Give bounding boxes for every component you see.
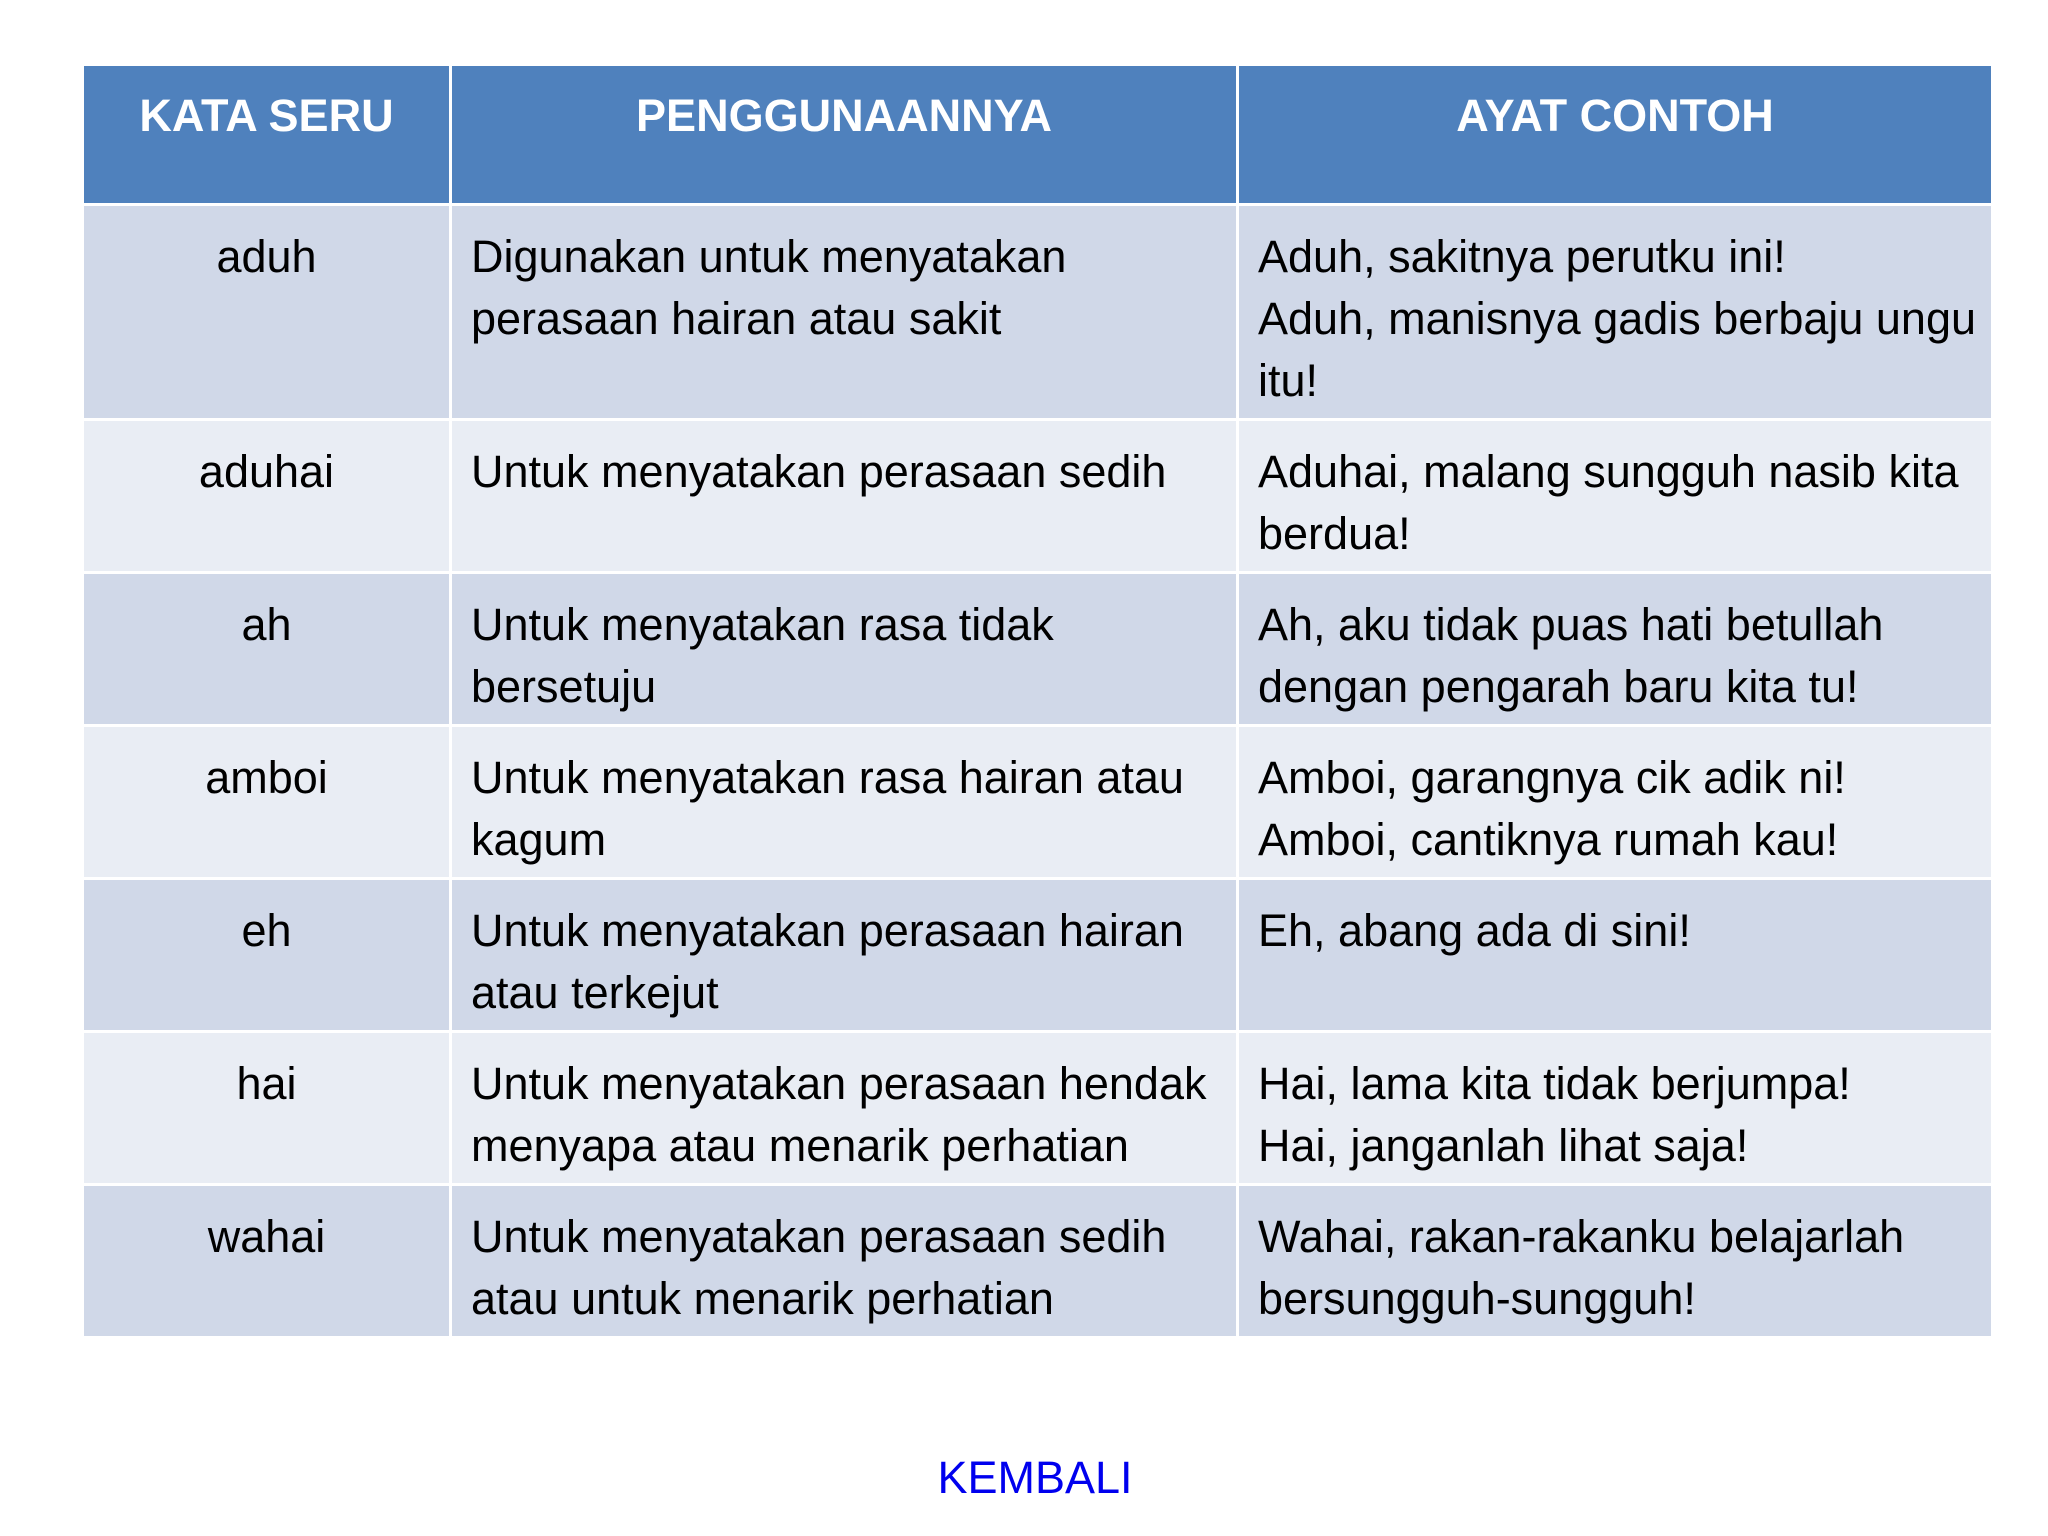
word-cell: eh bbox=[83, 879, 451, 1032]
usage-cell: Digunakan untuk menyatakan perasaan hairan atau sakit bbox=[451, 205, 1238, 420]
header-kata-seru: KATA SERU bbox=[83, 65, 451, 205]
example-cell bbox=[1238, 205, 1993, 420]
example-cell bbox=[1238, 1032, 1993, 1185]
interjection-table bbox=[81, 63, 1994, 1339]
header-ayat-contoh: AYAT CONTOH bbox=[1238, 65, 1993, 205]
table-row bbox=[83, 1032, 1993, 1185]
table-row bbox=[83, 205, 1993, 420]
example-line: Aduh, sakitnya perutku ini! bbox=[1258, 231, 1786, 282]
table-row bbox=[83, 573, 1993, 726]
word-cell: ah bbox=[83, 573, 451, 726]
example-line: Ah, aku tidak puas hati betullah dengan pengarah baru kita tu! bbox=[1258, 599, 1884, 712]
table-row bbox=[83, 879, 1993, 1032]
usage-cell: Untuk menyatakan perasaan sedih atau untuk menarik perhatian bbox=[451, 1185, 1238, 1338]
example-line: Hai, lama kita tidak berjumpa! bbox=[1258, 1058, 1851, 1109]
kembali-link[interactable]: KEMBALI bbox=[937, 1452, 1133, 1503]
example-line: Eh, abang ada di sini! bbox=[1258, 905, 1691, 956]
example-cell bbox=[1238, 1185, 1993, 1338]
word-cell: amboi bbox=[83, 726, 451, 879]
usage-cell: Untuk menyatakan rasa hairan atau kagum bbox=[451, 726, 1238, 879]
word-cell: hai bbox=[83, 1032, 451, 1185]
example-line: Hai, janganlah lihat saja! bbox=[1258, 1120, 1749, 1171]
example-line: Aduh, manisnya gadis berbaju ungu itu! bbox=[1258, 293, 1977, 406]
header-penggunaannya: PENGGUNAANNYA bbox=[451, 65, 1238, 205]
table-row bbox=[83, 420, 1993, 573]
example-cell bbox=[1238, 879, 1993, 1032]
usage-cell: Untuk menyatakan perasaan sedih bbox=[451, 420, 1238, 573]
table-row bbox=[83, 1185, 1993, 1338]
example-line: Amboi, garangnya cik adik ni! bbox=[1258, 752, 1846, 803]
example-line: Aduhai, malang sungguh nasib kita berdua! bbox=[1258, 446, 1959, 559]
usage-cell: Untuk menyatakan perasaan hendak menyapa atau menarik perhatian bbox=[451, 1032, 1238, 1185]
example-cell bbox=[1238, 573, 1993, 726]
table-row bbox=[83, 726, 1993, 879]
table-header-row bbox=[83, 65, 1993, 205]
word-cell: aduh bbox=[83, 205, 451, 420]
example-cell bbox=[1238, 726, 1993, 879]
example-line: Wahai, rakan-rakanku belajarlah bersungguh-sungguh! bbox=[1258, 1211, 1905, 1324]
usage-cell: Untuk menyatakan rasa tidak bersetuju bbox=[451, 573, 1238, 726]
usage-cell: Untuk menyatakan perasaan hairan atau terkejut bbox=[451, 879, 1238, 1032]
word-cell: wahai bbox=[83, 1185, 451, 1338]
word-cell: aduhai bbox=[83, 420, 451, 573]
example-line: Amboi, cantiknya rumah kau! bbox=[1258, 814, 1839, 865]
example-cell bbox=[1238, 420, 1993, 573]
